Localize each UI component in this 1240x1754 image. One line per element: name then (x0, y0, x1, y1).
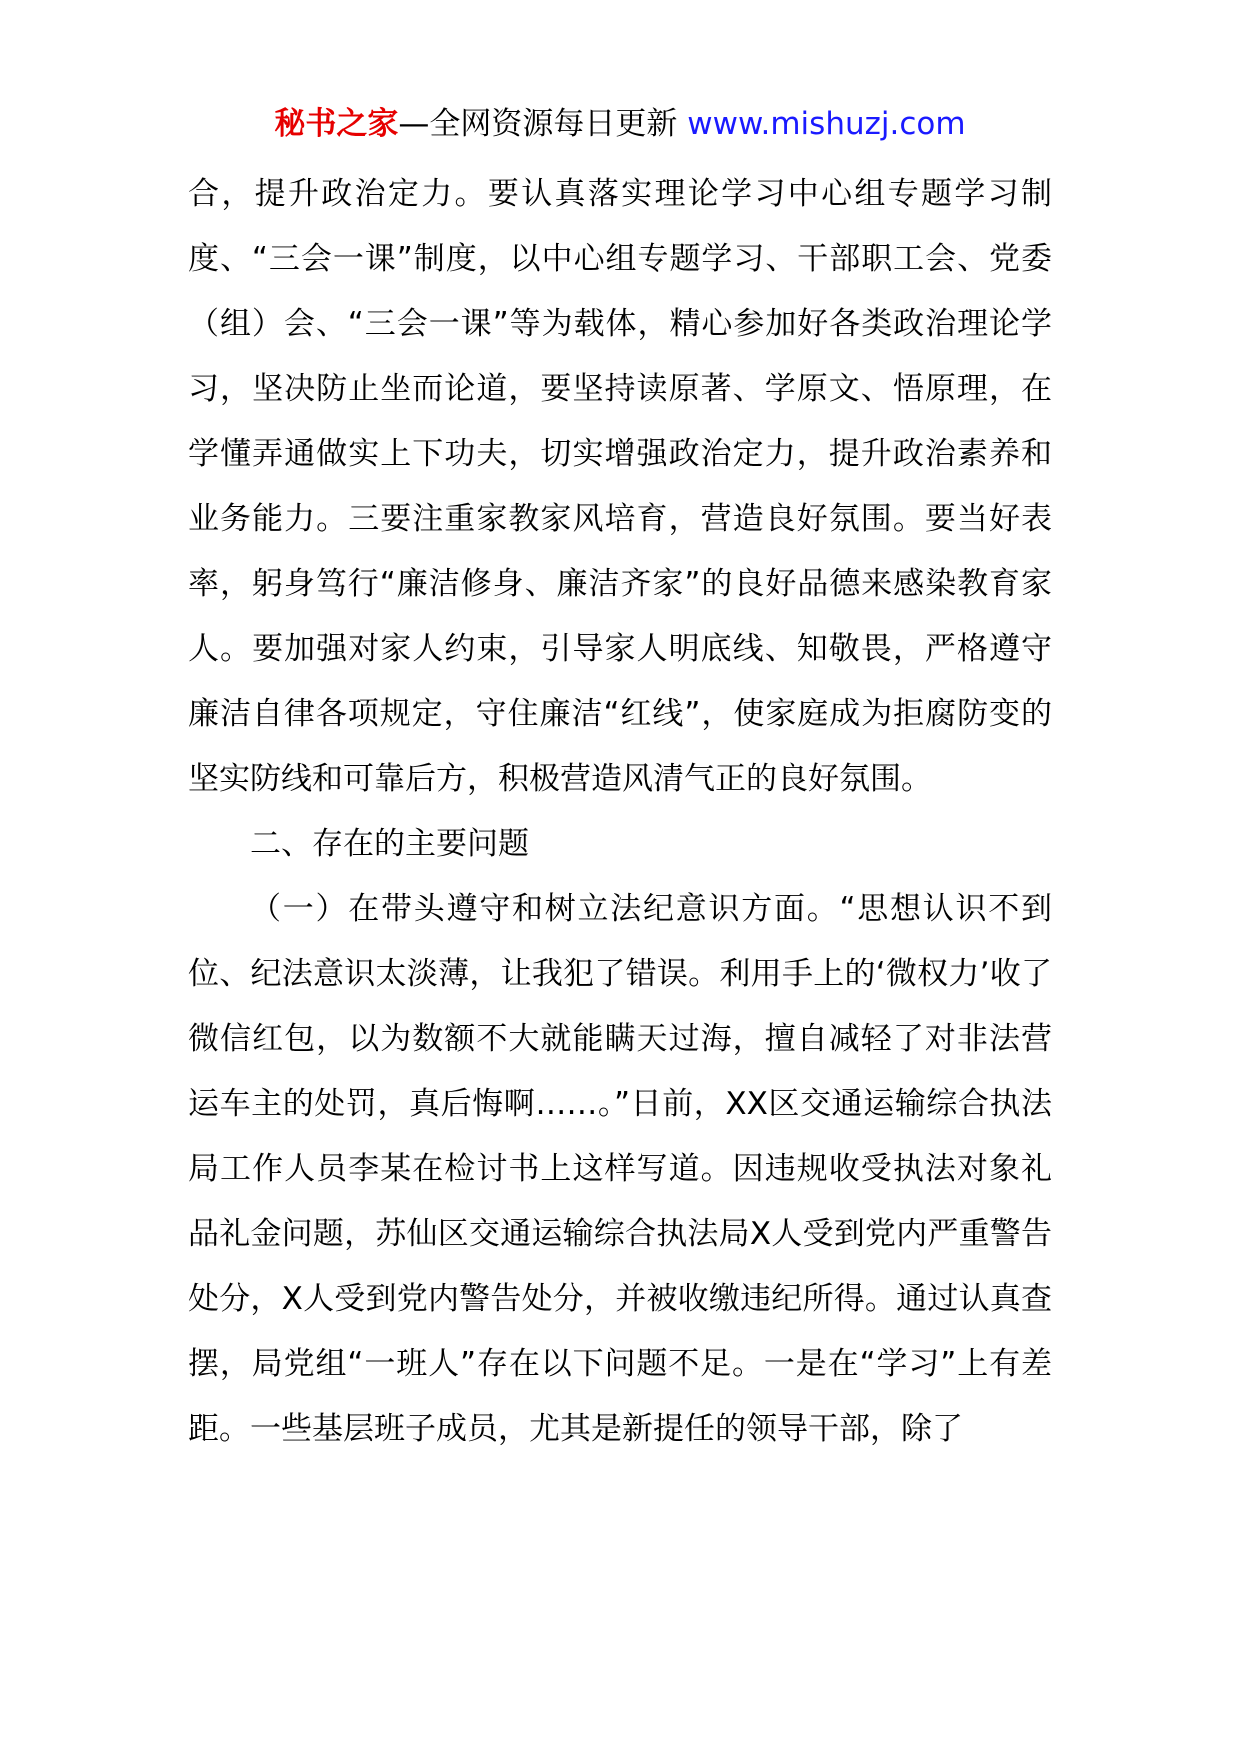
document-body (188, 162, 1052, 1462)
header-slogan: —全网资源每日更新 (398, 106, 678, 142)
paragraph-continuation: 合，提升政治定力。要认真落实理论学习中心组专题学习制度、“三会一课”制度，以中心组专题学习、干部职工会、党委（组）会、“三会一课”等为载体，精心参加好各类政治理论学习，坚决防止坐而论道，要坚持读原著、学原文、悟原理，在学懂弄通做实上下功夫，切实增强政治定力，提升政治素养和业务能力。三要注重家教家风培育，营造良好氛围。要当好表率，躬身笃行“廉洁修身、廉洁齐家”的良好品德来感染教育家人。要加强对家人约束，引导家人明底线、知敬畏，严格遵守廉洁自律各项规定，守住廉洁“红线”，使家庭成为拒腐防变的坚实防线和可靠后方，积极营造风清气正的良好氛围。 (188, 176, 1052, 797)
paragraph-section-one: （一）在带头遵守和树立法纪意识方面。“思想认识不到位、纪法意识太淡薄，让我犯了错误。利用手上的‘微权力’收了微信红包，以为数额不大就能瞒天过海，擅自减轻了对非法营运车主的处罚，真后悔啊……。”日前，XX区交通运输综合执法局工作人员李某在检讨书上这样写道。因违规收受执法对象礼品礼金问题，苏仙区交通运输综合执法局X人受到党内严重警告处分，X人受到党内警告处分，并被收缴违纪所得。通过认真查摆，局党组“一班人”存在以下问题不足。一是在“学习”上有差距。一些基层班子成员，尤其是新提任的领导干部，除了 (188, 891, 1052, 1447)
page-header (0, 102, 1240, 146)
header-url[interactable]: www.mishuzj.com (687, 106, 966, 142)
section-heading: 二、存在的主要问题 (250, 826, 529, 862)
header-brand: 秘书之家 (274, 106, 399, 142)
